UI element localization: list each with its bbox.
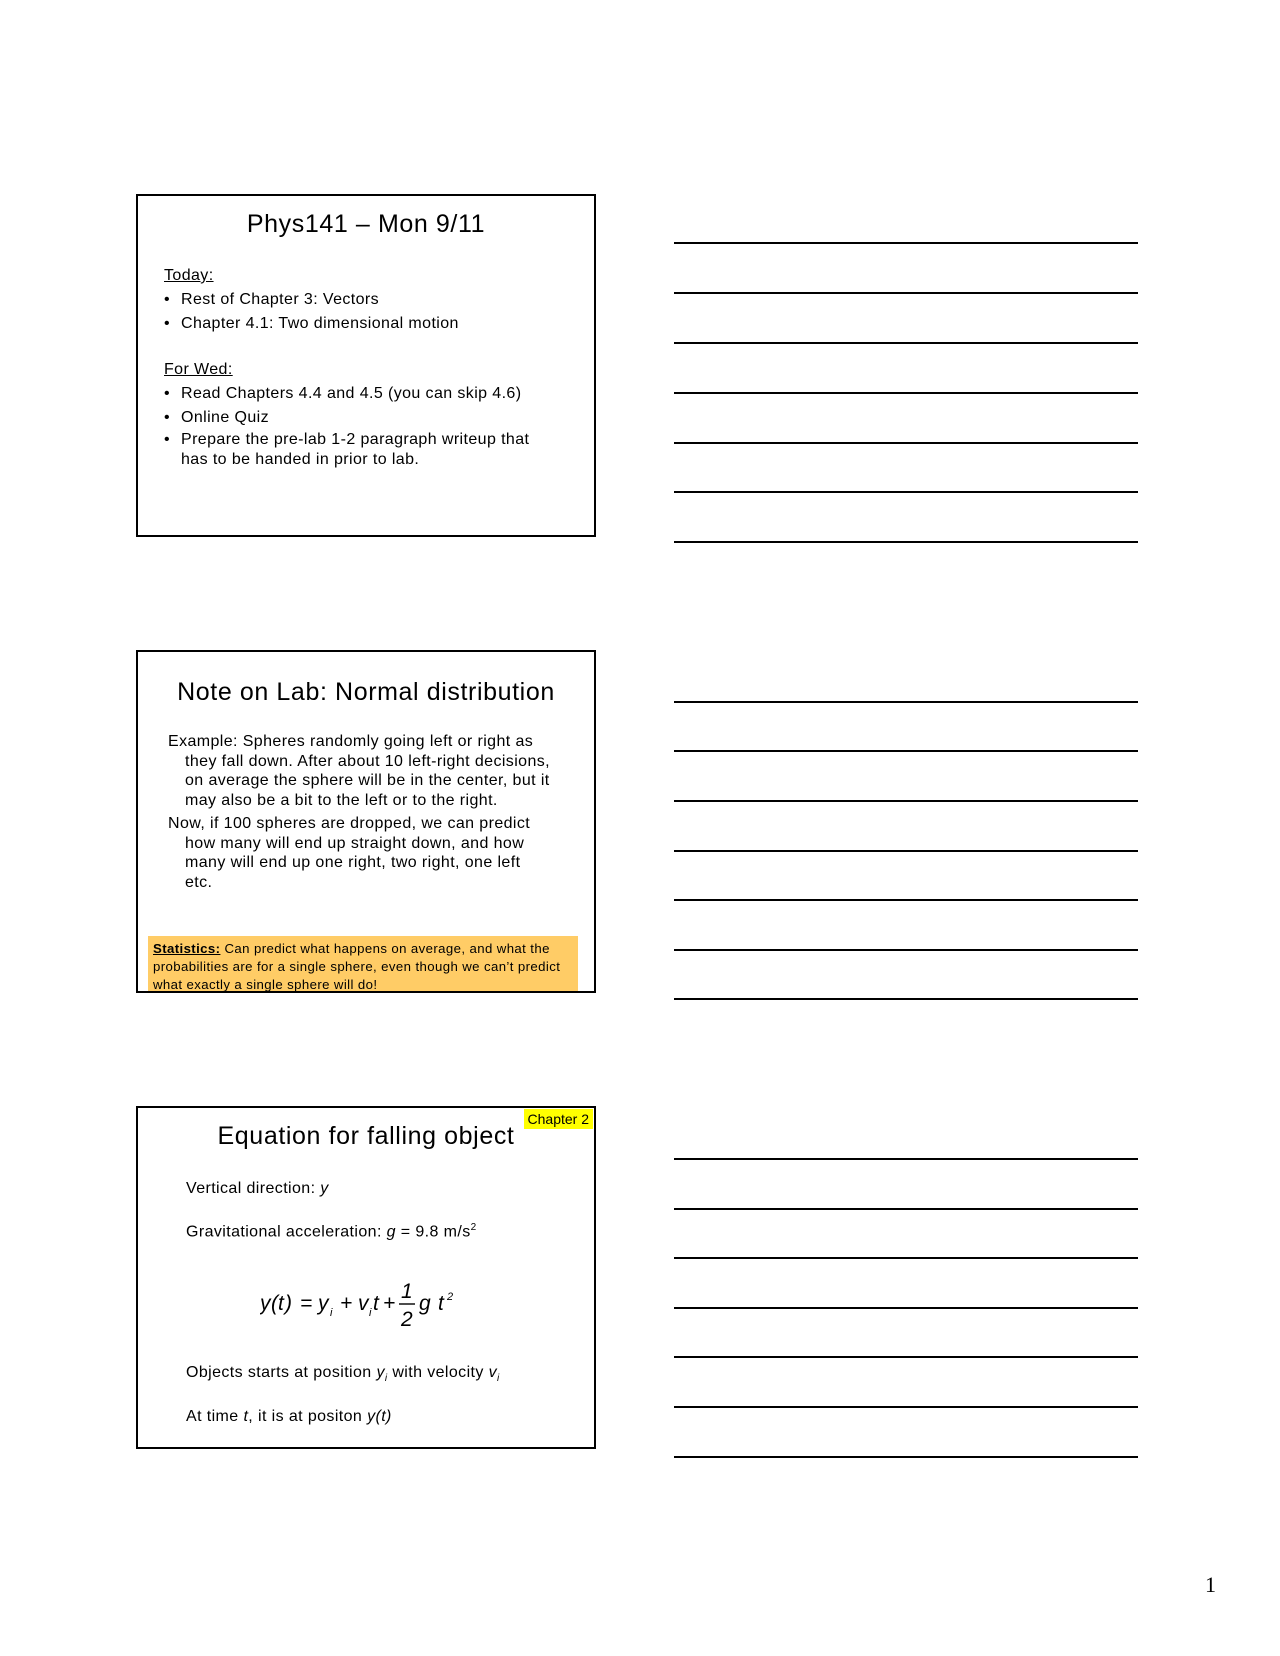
vertical-var: y xyxy=(320,1180,329,1197)
note-line xyxy=(674,292,1138,294)
svg-text:): ) xyxy=(285,1292,292,1315)
page-number: 1 xyxy=(1205,1572,1216,1597)
svg-text:=: = xyxy=(300,1292,313,1315)
note-line xyxy=(674,1307,1138,1309)
start-position-line xyxy=(186,1364,500,1384)
today-heading: Today: xyxy=(164,267,214,284)
time-position-line xyxy=(186,1408,392,1426)
note-line xyxy=(674,1208,1138,1210)
slide-title: Note on Lab: Normal distribution xyxy=(177,678,555,706)
note-line xyxy=(674,899,1138,901)
svg-text:2: 2 xyxy=(447,1291,454,1303)
note-line xyxy=(674,491,1138,493)
svg-text:y: y xyxy=(318,1292,329,1315)
gravity-exponent: 2 xyxy=(470,1222,477,1233)
note-line xyxy=(674,750,1138,752)
slide-1 xyxy=(136,194,596,537)
svg-text:t: t xyxy=(373,1292,379,1315)
note-line xyxy=(674,342,1138,344)
time-var: t xyxy=(243,1408,249,1425)
svg-text:+: + xyxy=(383,1292,396,1315)
note-line xyxy=(674,1257,1138,1259)
paragraph: Now, if 100 spheres are dropped, we can predict how many will end up straight down, and how many will end up one right, two right, one left etc. xyxy=(168,815,531,891)
svg-text:v: v xyxy=(358,1292,369,1315)
list-item: • Read Chapters 4.4 and 4.5 (you can skip 4.6) xyxy=(164,382,584,406)
svg-text:+: + xyxy=(340,1292,353,1315)
note-line xyxy=(674,541,1138,543)
slide-title: Phys141 – Mon 9/11 xyxy=(246,210,486,238)
note-line xyxy=(674,242,1138,244)
gravity-var: g xyxy=(386,1223,396,1241)
time-pos-var: y(t) xyxy=(367,1408,392,1425)
svg-text:y: y xyxy=(260,1292,271,1315)
time-text: At time xyxy=(186,1408,244,1425)
note-line xyxy=(674,442,1138,444)
list-item: • Online Quiz xyxy=(164,406,584,430)
gravity-label: Gravitational acceleration: xyxy=(186,1223,387,1241)
note-line xyxy=(674,1456,1138,1458)
subscript: i xyxy=(384,1373,388,1385)
list-item: • Rest of Chapter 3: Vectors xyxy=(164,288,584,312)
slide-body xyxy=(168,732,550,892)
note-line xyxy=(674,800,1138,802)
start-vel-var: v xyxy=(488,1364,498,1381)
today-list xyxy=(164,288,584,336)
chapter-badge: Chapter 2 xyxy=(524,1109,593,1129)
note-line xyxy=(674,998,1138,1000)
list-item: • Chapter 4.1: Two dimensional motion xyxy=(164,312,584,336)
wed-list xyxy=(164,382,584,470)
svg-text:1: 1 xyxy=(401,1280,413,1303)
subscript: i xyxy=(497,1373,500,1385)
statistics-callout xyxy=(148,936,578,993)
slide-body xyxy=(164,264,584,470)
statistics-label: Statistics: xyxy=(153,941,221,956)
start-text: Objects starts at position xyxy=(186,1364,377,1381)
vertical-label: Vertical direction: xyxy=(186,1180,321,1197)
vertical-direction-line xyxy=(186,1180,329,1198)
svg-text:g: g xyxy=(419,1292,431,1315)
svg-text:(: ( xyxy=(271,1292,278,1315)
equation-svg xyxy=(260,1276,470,1336)
statistics-text: Can predict what happens on average, and what the probabilities are for a single sphere, even though we can’t predict what exactly a single sphere will do! xyxy=(153,941,561,992)
note-line xyxy=(674,392,1138,394)
svg-text:i: i xyxy=(369,1307,372,1319)
note-line xyxy=(674,1406,1138,1408)
svg-text:t: t xyxy=(438,1292,444,1315)
note-line xyxy=(674,1158,1138,1160)
note-line xyxy=(674,1356,1138,1358)
list-item: • Prepare the pre-lab 1-2 paragraph writeup that has to be handed in prior to lab. xyxy=(164,430,551,470)
gravity-value: = 9.8 m/s xyxy=(395,1223,471,1241)
svg-text:2: 2 xyxy=(401,1308,413,1331)
note-line xyxy=(674,701,1138,703)
note-line xyxy=(674,949,1138,951)
slide-3 xyxy=(136,1106,596,1449)
paragraph: Example: Spheres randomly going left or right as they fall down. After about 10 left-right decisions, on average the sphere will be in the center, but it may also be a bit to the left or to the right. xyxy=(168,733,550,809)
start-mid-text: with velocity xyxy=(387,1364,489,1381)
start-pos-var: y xyxy=(376,1364,385,1381)
wed-heading: For Wed: xyxy=(164,361,233,378)
gravity-line xyxy=(186,1222,477,1241)
slide-title: Equation for falling object xyxy=(217,1122,515,1150)
note-line xyxy=(674,850,1138,852)
kinematic-equation xyxy=(260,1276,470,1342)
slide-2 xyxy=(136,650,596,993)
svg-text:t: t xyxy=(278,1292,284,1315)
time-text-b: , it is at positon xyxy=(248,1408,368,1425)
svg-text:i: i xyxy=(330,1307,333,1319)
